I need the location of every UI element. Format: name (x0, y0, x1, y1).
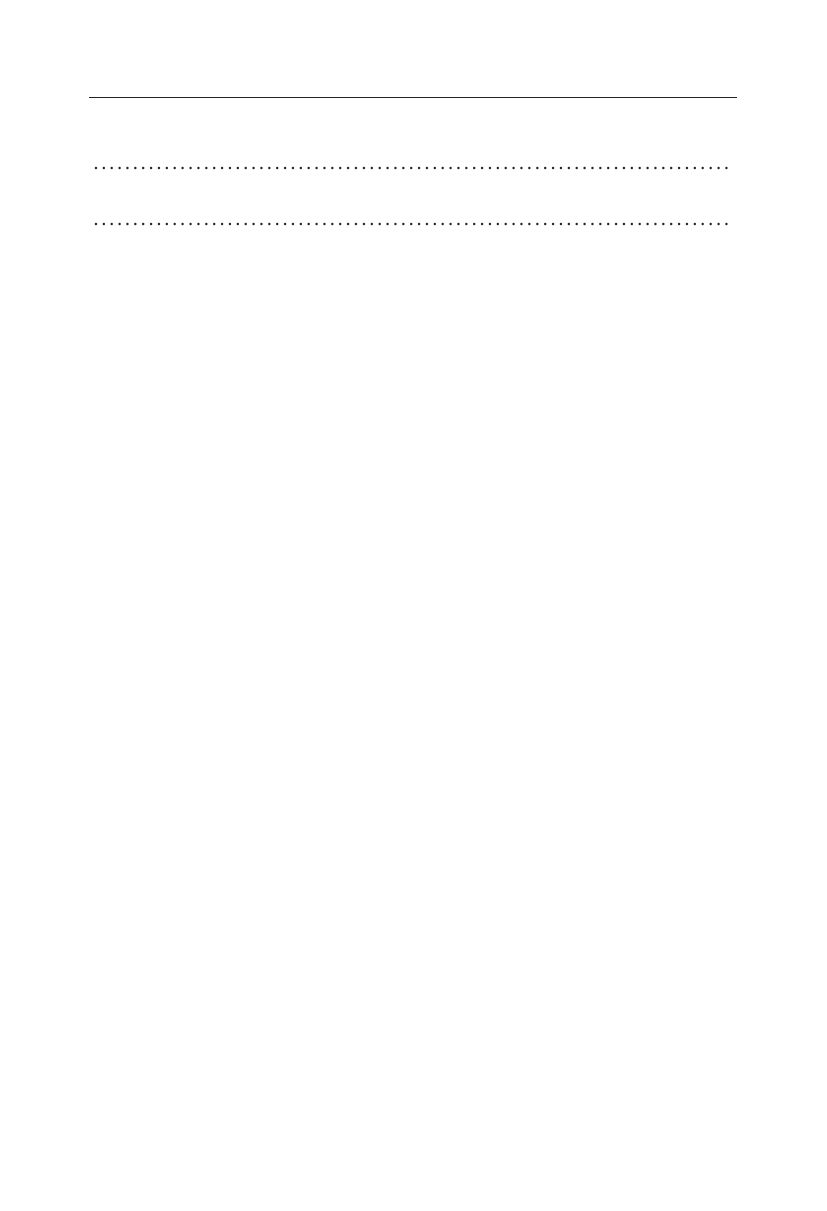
table-of-contents (89, 119, 737, 236)
conclusion-entry[interactable] (89, 204, 737, 236)
book-page (89, 66, 737, 236)
chapter-title-entry[interactable] (89, 148, 737, 180)
leader-dots (93, 148, 733, 180)
leader-dots (93, 204, 733, 236)
chapter-heading (89, 119, 737, 148)
running-head (89, 66, 737, 98)
